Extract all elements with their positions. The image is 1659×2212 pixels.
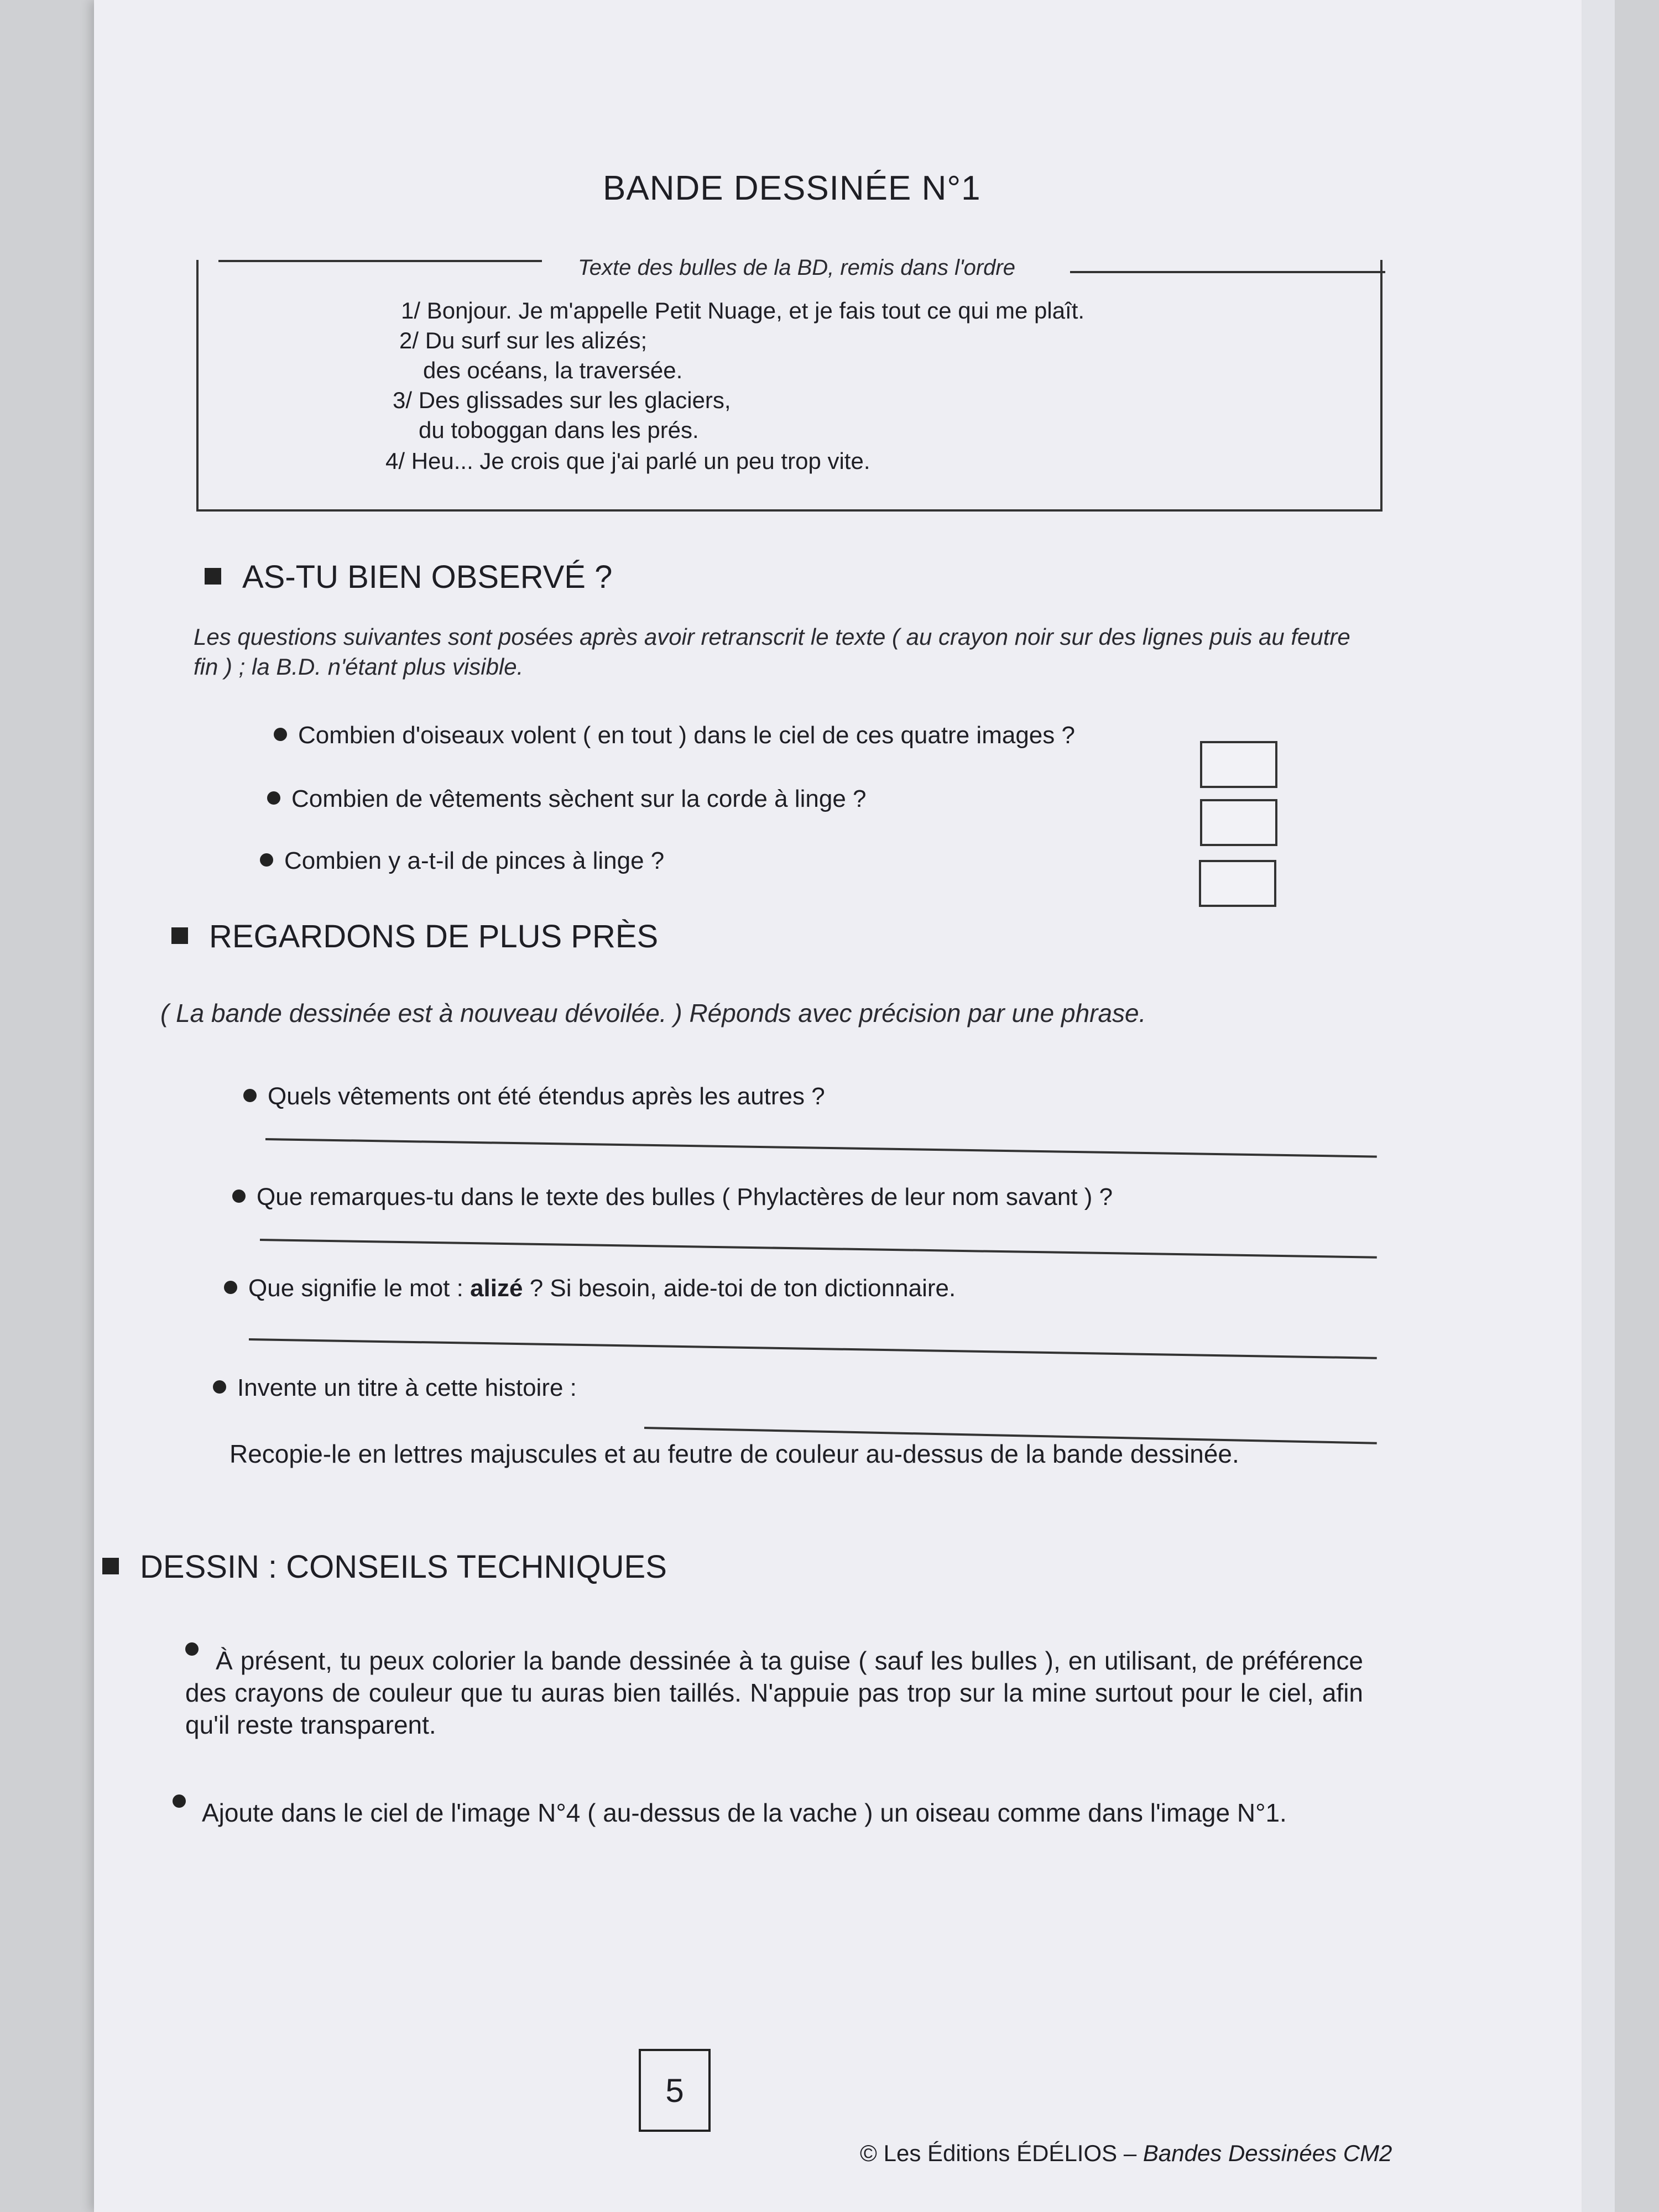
question-title-label: Invente un titre à cette histoire :: [237, 1374, 577, 1401]
section-heading-drawing: [102, 1548, 667, 1585]
section-heading-drawing-label: DESSIN : CONSEILS TECHNIQUES: [140, 1549, 667, 1585]
word-alize: alizé: [470, 1275, 523, 1302]
page-title: BANDE DESSINÉE N°1: [603, 169, 981, 207]
bullet-icon: [173, 1794, 186, 1808]
observe-instructions: Les questions suivantes sont posées après avoir retranscrit le texte ( au crayon noir sur des lignes puis au feutre fin ) ; la B.D. n'étant plus visible.: [194, 624, 1350, 680]
answer-box-clothes[interactable]: [1200, 799, 1277, 846]
question-alize-label-end: ? Si besoin, aide-toi de ton dictionnaire.: [523, 1275, 956, 1302]
bullet-icon: [185, 1642, 199, 1656]
question-clothes: [267, 785, 866, 813]
recopy-instruction: Recopie-le en lettres majuscules et au feutre de couleur au-dessus de la bande dessinée.: [229, 1439, 1239, 1468]
drawing-tip-1: [185, 1631, 1363, 1741]
question-pegs-label: Combien y a-t-il de pinces à linge ?: [284, 847, 665, 874]
bubble-line-2: 2/ Du surf sur les alizés;: [399, 327, 648, 353]
footer-copyright: [860, 2140, 1392, 2167]
drawing-tip-2-text: Ajoute dans le ciel de l'image N°4 ( au-dessus de la vache ) un oiseau comme dans l'image N°1.: [202, 1798, 1287, 1827]
question-clothes-label: Combien de vêtements sèchent sur la corde à linge ?: [291, 785, 867, 812]
bubble-line-4: 3/ Des glissades sur les glaciers,: [393, 387, 731, 413]
section-heading-observe-label: AS-TU BIEN OBSERVÉ ?: [242, 559, 613, 595]
bullet-icon: [243, 1089, 257, 1102]
bullet-icon: [260, 853, 273, 867]
square-bullet-icon: [102, 1558, 119, 1574]
answer-box-birds[interactable]: [1200, 741, 1277, 788]
bullet-icon: [274, 728, 287, 741]
question-birds-label: Combien d'oiseaux volent ( en tout ) dans le ciel de ces quatre images ?: [298, 722, 1075, 749]
page-edge: [1582, 0, 1615, 2212]
question-bubbles: [232, 1183, 1113, 1211]
question-title: [213, 1374, 577, 1402]
footer-book-title: Bandes Dessinées CM2: [1142, 2140, 1392, 2166]
bubble-line-6: 4/ Heu... Je crois que j'ai parlé un peu trop vite.: [385, 448, 870, 474]
question-last-clothes: [243, 1083, 825, 1110]
box-top-rule-right: [1070, 271, 1385, 273]
bullet-icon: [232, 1190, 246, 1203]
section-heading-closer: [171, 918, 658, 955]
bubble-box-heading: Texte des bulles de la BD, remis dans l'ordre: [578, 255, 1015, 280]
bubble-line-3: des océans, la traversée.: [423, 357, 683, 383]
page-number: 5: [639, 2049, 711, 2132]
bubble-line-5: du toboggan dans les prés.: [419, 417, 699, 443]
box-top-rule-left: [218, 260, 542, 262]
section-heading-observe: [205, 559, 612, 596]
question-alize-label-start: Que signifie le mot :: [248, 1275, 471, 1302]
square-bullet-icon: [171, 927, 188, 944]
bullet-icon: [224, 1281, 237, 1294]
bullet-icon: [213, 1380, 226, 1394]
bubble-line-1: 1/ Bonjour. Je m'appelle Petit Nuage, et je fais tout ce qui me plaît.: [401, 298, 1085, 324]
square-bullet-icon: [205, 568, 221, 585]
drawing-tip-1-text: À présent, tu peux colorier la bande dessinée à ta guise ( sauf les bulles ), en utilisant, de préférence des crayons de couleur que tu auras bien taillés. N'appuie pas trop sur la mine surtout pour le ciel, afin qu'il reste transparent.: [185, 1646, 1363, 1739]
bullet-icon: [267, 791, 280, 805]
footer-publisher: © Les Éditions ÉDÉLIOS –: [860, 2140, 1143, 2166]
answer-box-pegs[interactable]: [1199, 860, 1276, 907]
drawing-tip-2: [166, 1783, 1366, 1829]
question-last-clothes-label: Quels vêtements ont été étendus après les autres ?: [268, 1083, 825, 1110]
closer-instructions: ( La bande dessinée est à nouveau dévoilée. ) Réponds avec précision par une phrase.: [160, 999, 1146, 1027]
question-bubbles-label: Que remarques-tu dans le texte des bulles ( Phylactères de leur nom savant ) ?: [257, 1183, 1113, 1211]
question-alize: [224, 1275, 956, 1302]
question-birds: [274, 722, 1075, 749]
section-heading-closer-label: REGARDONS DE PLUS PRÈS: [209, 919, 659, 954]
question-pegs: [260, 847, 664, 875]
